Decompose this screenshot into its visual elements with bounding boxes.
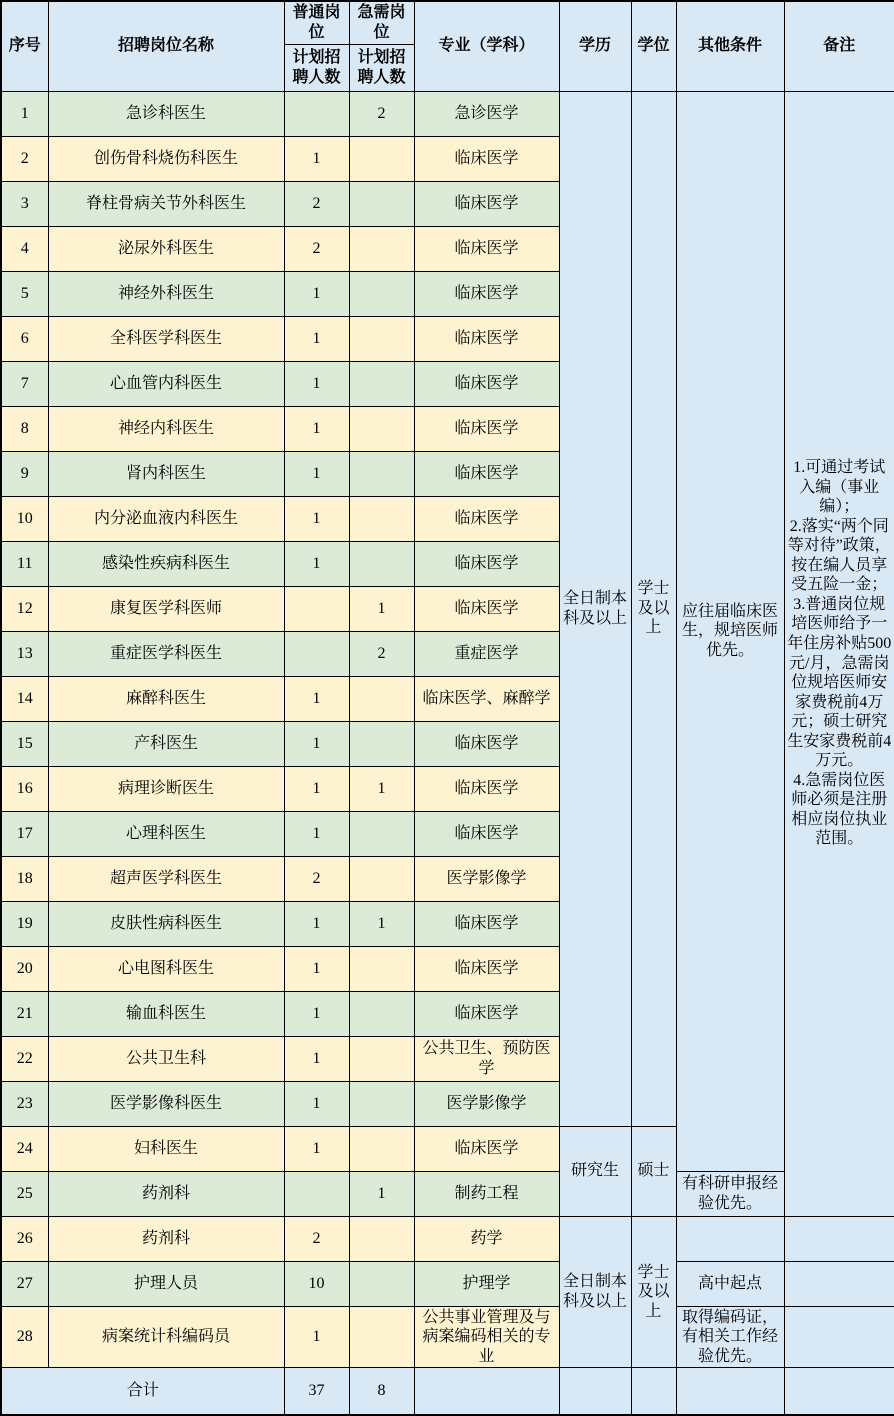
normal-plan-count: 1 [284, 406, 349, 451]
row-number: 17 [1, 811, 48, 856]
normal-plan-count: 1 [284, 136, 349, 181]
row-number: 18 [1, 856, 48, 901]
major: 临床医学 [414, 451, 559, 496]
position-name: 感染性疾病科医生 [48, 541, 284, 586]
total-label: 合计 [1, 1368, 284, 1415]
col-header-education: 学历 [559, 1, 631, 91]
major: 临床医学 [414, 811, 559, 856]
urgent-plan-count [349, 271, 414, 316]
normal-plan-count [284, 631, 349, 676]
urgent-plan-count [349, 1261, 414, 1306]
normal-plan-count: 1 [284, 811, 349, 856]
remark-cell [784, 1306, 894, 1368]
position-name: 药剂科 [48, 1216, 284, 1261]
remark-cell [784, 91, 894, 1216]
remark-item: 2.落实“两个同等对待”政策，按在编人员享受五险一金； [787, 517, 891, 594]
urgent-plan-count [349, 496, 414, 541]
major: 临床医学 [414, 541, 559, 586]
row-number: 1 [1, 91, 48, 136]
normal-plan-count: 10 [284, 1261, 349, 1306]
row-number: 9 [1, 451, 48, 496]
urgent-plan-count [349, 1306, 414, 1368]
total-degree-cell [631, 1368, 676, 1415]
table-header [1, 1, 894, 91]
normal-plan-count: 1 [284, 721, 349, 766]
major: 护理学 [414, 1261, 559, 1306]
row-number: 11 [1, 541, 48, 586]
normal-plan-count [284, 1171, 349, 1216]
row-number: 4 [1, 226, 48, 271]
total-major-cell [414, 1368, 559, 1415]
row-number: 21 [1, 991, 48, 1036]
col-header-plan-count-normal: 计划招聘人数 [284, 44, 349, 91]
position-name: 肾内科医生 [48, 451, 284, 496]
urgent-plan-count [349, 316, 414, 361]
col-header-normal-group: 普通岗位 [284, 1, 349, 44]
major: 医学影像学 [414, 856, 559, 901]
row-number: 3 [1, 181, 48, 226]
col-header-urgent-group: 急需岗位 [349, 1, 414, 44]
normal-plan-count: 1 [284, 496, 349, 541]
normal-plan-count [284, 91, 349, 136]
urgent-plan-count: 1 [349, 766, 414, 811]
row-number: 5 [1, 271, 48, 316]
row-number: 16 [1, 766, 48, 811]
urgent-plan-count [349, 226, 414, 271]
urgent-plan-count: 2 [349, 91, 414, 136]
row-number: 2 [1, 136, 48, 181]
major: 公共卫生、预防医学 [414, 1036, 559, 1081]
header-row-1 [1, 1, 894, 44]
row-number: 14 [1, 676, 48, 721]
urgent-plan-count [349, 946, 414, 991]
position-name: 心理科医生 [48, 811, 284, 856]
major: 公共事业管理及与病案编码相关的专业 [414, 1306, 559, 1368]
normal-plan-count: 1 [284, 1306, 349, 1368]
total-remark-cell [784, 1368, 894, 1415]
education-cell: 研究生 [559, 1126, 631, 1216]
col-header-serial: 序号 [1, 1, 48, 91]
major: 临床医学 [414, 946, 559, 991]
normal-plan-count: 2 [284, 226, 349, 271]
row-number: 8 [1, 406, 48, 451]
normal-plan-count: 1 [284, 766, 349, 811]
row-number: 15 [1, 721, 48, 766]
col-header-remark: 备注 [784, 1, 894, 91]
urgent-plan-count [349, 1216, 414, 1261]
total-other-cell [676, 1368, 784, 1415]
major: 临床医学 [414, 1126, 559, 1171]
major: 制药工程 [414, 1171, 559, 1216]
table-row [1, 91, 894, 136]
table-row [1, 1216, 894, 1261]
urgent-plan-count: 1 [349, 586, 414, 631]
position-name: 病案统计科编码员 [48, 1306, 284, 1368]
major: 临床医学 [414, 586, 559, 631]
col-header-degree: 学位 [631, 1, 676, 91]
urgent-plan-count: 1 [349, 1171, 414, 1216]
remark-cell [784, 1261, 894, 1306]
row-number: 23 [1, 1081, 48, 1126]
position-name: 公共卫生科 [48, 1036, 284, 1081]
other-conditions-cell: 有科研申报经验优先。 [676, 1171, 784, 1216]
normal-plan-count: 1 [284, 361, 349, 406]
row-number: 19 [1, 901, 48, 946]
col-header-plan-count-urgent: 计划招聘人数 [349, 44, 414, 91]
major: 临床医学 [414, 406, 559, 451]
major: 医学影像学 [414, 1081, 559, 1126]
position-name: 内分泌血液内科医生 [48, 496, 284, 541]
major: 临床医学 [414, 361, 559, 406]
position-name: 神经内科医生 [48, 406, 284, 451]
position-name: 医学影像科医生 [48, 1081, 284, 1126]
major: 重症医学 [414, 631, 559, 676]
urgent-plan-count [349, 1081, 414, 1126]
normal-plan-count: 1 [284, 316, 349, 361]
major: 临床医学 [414, 271, 559, 316]
col-header-position: 招聘岗位名称 [48, 1, 284, 91]
position-name: 全科医学科医生 [48, 316, 284, 361]
education-cell: 全日制本科及以上 [559, 1216, 631, 1368]
position-name: 康复医学科医师 [48, 586, 284, 631]
normal-plan-count: 1 [284, 991, 349, 1036]
urgent-plan-count [349, 721, 414, 766]
major: 临床医学 [414, 316, 559, 361]
table-row [1, 1171, 894, 1216]
col-header-other: 其他条件 [676, 1, 784, 91]
total-normal-count: 37 [284, 1368, 349, 1415]
urgent-plan-count [349, 991, 414, 1036]
major: 急诊医学 [414, 91, 559, 136]
urgent-plan-count [349, 676, 414, 721]
normal-plan-count: 1 [284, 1126, 349, 1171]
row-number: 26 [1, 1216, 48, 1261]
position-name: 脊柱骨病关节外科医生 [48, 181, 284, 226]
urgent-plan-count [349, 451, 414, 496]
urgent-plan-count [349, 361, 414, 406]
normal-plan-count: 1 [284, 946, 349, 991]
row-number: 24 [1, 1126, 48, 1171]
row-number: 7 [1, 361, 48, 406]
other-conditions-cell: 高中起点 [676, 1261, 784, 1306]
row-number: 25 [1, 1171, 48, 1216]
major: 临床医学 [414, 136, 559, 181]
position-name: 病理诊断医生 [48, 766, 284, 811]
position-name: 皮肤性病科医生 [48, 901, 284, 946]
row-number: 12 [1, 586, 48, 631]
urgent-plan-count [349, 1126, 414, 1171]
normal-plan-count: 1 [284, 451, 349, 496]
remark-item: 3.普通岗位规培医师给予一年住房补贴500元/月，急需岗位规培医师安家费税前4万元；硕士研究生安家费税前4万元。 [787, 595, 892, 770]
normal-plan-count: 1 [284, 1036, 349, 1081]
urgent-plan-count [349, 181, 414, 226]
normal-plan-count: 1 [284, 1081, 349, 1126]
degree-cell: 学士及以上 [631, 91, 676, 1126]
position-name: 重症医学科医生 [48, 631, 284, 676]
urgent-plan-count [349, 1036, 414, 1081]
total-row [1, 1368, 894, 1415]
row-number: 28 [1, 1306, 48, 1368]
row-number: 10 [1, 496, 48, 541]
other-conditions-cell [676, 1216, 784, 1261]
degree-cell: 硕士 [631, 1126, 676, 1216]
table-row [1, 1261, 894, 1306]
urgent-plan-count [349, 856, 414, 901]
total-education-cell [559, 1368, 631, 1415]
position-name: 产科医生 [48, 721, 284, 766]
normal-plan-count: 1 [284, 541, 349, 586]
urgent-plan-count: 1 [349, 901, 414, 946]
urgent-plan-count [349, 136, 414, 181]
major: 临床医学 [414, 496, 559, 541]
major: 临床医学 [414, 991, 559, 1036]
normal-plan-count: 2 [284, 1216, 349, 1261]
position-name: 麻醉科医生 [48, 676, 284, 721]
position-name: 超声医学科医生 [48, 856, 284, 901]
table-row [1, 1306, 894, 1368]
remark-item: 1.可通过考试入编（事业编）； [793, 459, 886, 516]
normal-plan-count [284, 586, 349, 631]
major: 药学 [414, 1216, 559, 1261]
position-name: 泌尿外科医生 [48, 226, 284, 271]
position-name: 心血管内科医生 [48, 361, 284, 406]
major: 临床医学 [414, 766, 559, 811]
position-name: 创伤骨科烧伤科医生 [48, 136, 284, 181]
urgent-plan-count [349, 406, 414, 451]
position-name: 神经外科医生 [48, 271, 284, 316]
row-number: 20 [1, 946, 48, 991]
normal-plan-count: 1 [284, 271, 349, 316]
position-name: 急诊科医生 [48, 91, 284, 136]
row-number: 27 [1, 1261, 48, 1306]
major: 临床医学、麻醉学 [414, 676, 559, 721]
major: 临床医学 [414, 721, 559, 766]
total-urgent-count: 8 [349, 1368, 414, 1415]
urgent-plan-count [349, 541, 414, 586]
row-number: 22 [1, 1036, 48, 1081]
major: 临床医学 [414, 226, 559, 271]
normal-plan-count: 2 [284, 181, 349, 226]
normal-plan-count: 2 [284, 856, 349, 901]
normal-plan-count: 1 [284, 901, 349, 946]
major: 临床医学 [414, 181, 559, 226]
urgent-plan-count [349, 811, 414, 856]
remark-item: 4.急需岗位医师必须是注册相应岗位执业范围。 [791, 771, 888, 848]
position-name: 输血科医生 [48, 991, 284, 1036]
position-name: 护理人员 [48, 1261, 284, 1306]
other-conditions-cell: 取得编码证，有相关工作经验优先。 [676, 1306, 784, 1368]
col-header-major: 专业（学科） [414, 1, 559, 91]
major: 临床医学 [414, 901, 559, 946]
remark-cell [784, 1216, 894, 1261]
urgent-plan-count: 2 [349, 631, 414, 676]
position-name: 妇科医生 [48, 1126, 284, 1171]
other-conditions-cell: 应往届临床医生，规培医师优先。 [676, 91, 784, 1171]
degree-cell: 学士及以上 [631, 1216, 676, 1368]
position-name: 药剂科 [48, 1171, 284, 1216]
education-cell: 全日制本科及以上 [559, 91, 631, 1126]
position-name: 心电图科医生 [48, 946, 284, 991]
normal-plan-count: 1 [284, 676, 349, 721]
table-body [1, 91, 894, 1415]
row-number: 6 [1, 316, 48, 361]
row-number: 13 [1, 631, 48, 676]
